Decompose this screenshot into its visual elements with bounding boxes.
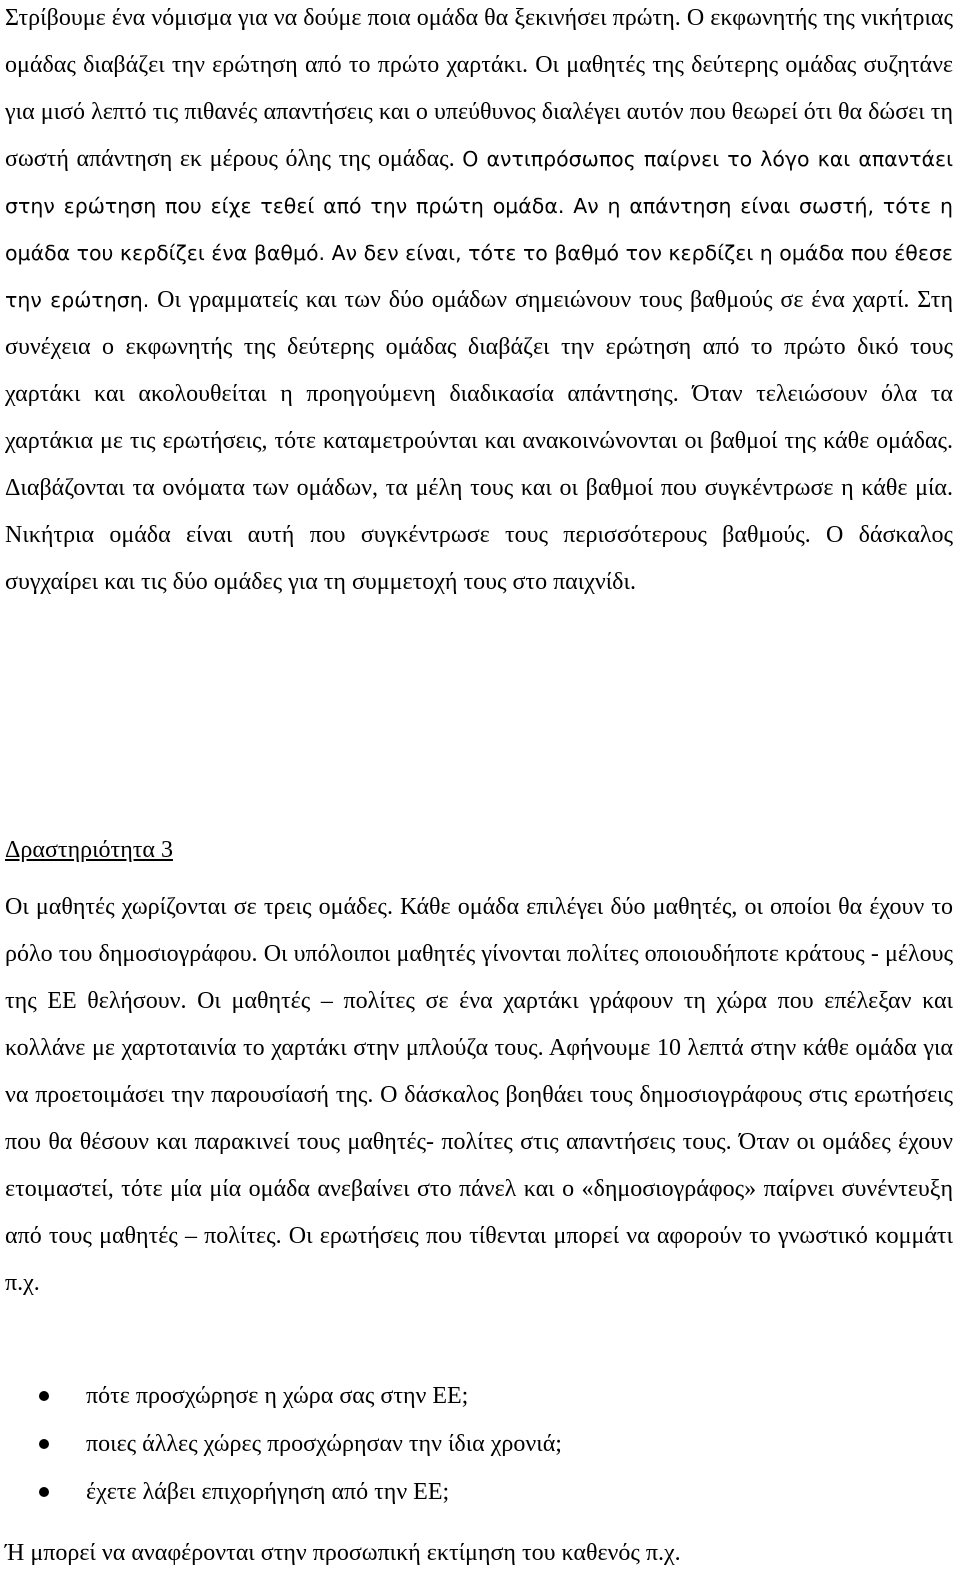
paragraph-activity-3: Οι μαθητές χωρίζονται σε τρεις ομάδες. Κάθε ομάδα επιλέγει δύο μαθητές, οι οποίοι θα έχουν το ρόλο του δημοσιογράφου. Οι υπόλοιποι μαθητές γίνονται πολίτες οποιουδήποτε κράτους - μέλους της ΕΕ θελήσουν. Οι μαθητές – πολίτες σε ένα χαρτάκι γράφουν τη χώρα που επέλεξαν και κολλάνε με χαρτοταινία το χαρτάκι στην μπλούζα τους. Αφήνουμε 10 λεπτά στην κάθε ομάδα για να προετοιμάσει την παρουσίασή της. Ο δάσκαλος βοηθάει τους δημοσιογράφους στις ερωτήσεις που θα θέσουν και παρακινεί τους μαθητές- πολίτες στις απαντήσεις τους. Όταν οι ομάδες έχουν ετοιμαστεί, τότε μία μία ομάδα ανεβαίνει στο πάνελ και ο «δημοσιογράφος» παίρνει συνέντευξη από τους μαθητές – πολίτες. Οι ερωτήσεις που τίθενται μπορεί να αφορούν το γνωστικό κομμάτι π.χ. <box>5 894 953 1296</box>
list-item-text: έχετε λάβει επιχορήγηση από την ΕΕ; <box>86 1479 450 1505</box>
paragraph-game-rules-part2: Ο αντιπρόσωπος παίρνει το λόγο και απαντάει στην ερώτηση που είχε τεθεί από την πρώτη ομάδα. Αν η απάντηση είναι σωστή, τότε η ομάδα του κερδίζει ένα βαθμό. Αν δεν είναι, τότε το βαθμό τον κερδίζει η ομάδα που έθεσε την ερώτηση. <box>5 147 954 312</box>
bullet-icon <box>39 1439 49 1449</box>
list-item <box>5 1420 953 1468</box>
activity-heading: Δραστηριότητα 3 <box>5 837 173 863</box>
paragraph-game-rules-part3: Οι γραμματείς και των δύο ομάδων σημειώνουν τους βαθμούς σε ένα χαρτί. Στη συνέχεια ο εκφωνητής της δεύτερης ομάδας διαβάζει την ερώτηση από το πρώτο δικό τους χαρτάκι και ακολουθείται η προηγούμενη διαδικασία απάντησης. Όταν τελειώσουν όλα τα χαρτάκια με τις ερωτήσεις, τότε καταμετρούνται και ανακοινώνονται οι βαθμοί της κάθε ομάδας. Διαβάζονται τα ονόματα των ομάδων, τα μέλη τους και οι βαθμοί που συγκέντρωσε η κάθε μία. Νικήτρια ομάδα είναι αυτή που συγκέντρωσε τους περισσότερους βαθμούς. Ο δάσκαλος συγχαίρει και τις δύο ομάδες για τη συμμετοχή τους στο παιχνίδι. <box>5 287 953 595</box>
paragraph-personal-assessment: Ή μπορεί να αναφέρονται στην προσωπική εκτίμηση του καθενός π.χ. <box>5 1540 681 1566</box>
list-item-text: πότε προσχώρησε η χώρα σας στην ΕΕ; <box>86 1383 469 1409</box>
paragraph-game-rules <box>5 0 953 606</box>
list-item <box>5 1372 953 1420</box>
bullet-icon <box>39 1487 49 1497</box>
question-bullet-list <box>5 1372 953 1516</box>
paragraph-game-rules-part1: Στρίβουμε ένα νόμισμα για να δούμε ποια ομάδα θα ξεκινήσει πρώτη. Ο εκφωνητής της νικήτριας ομάδας διαβάζει την ερώτηση από το πρώτο χαρτάκι. Οι μαθητές της δεύτερης ομάδας συζητάνε για μισό λεπτό τις πιθανές απαντήσεις και ο υπεύθυνος διαλέγει αυτόν που θεωρεί ότι θα δώσει τη σωστή απάντηση εκ μέρους όλης της ομάδας. <box>5 5 953 172</box>
list-item-text: ποιες άλλες χώρες προσχώρησαν την ίδια χρονιά; <box>86 1431 562 1457</box>
list-item <box>5 1468 953 1516</box>
bullet-icon <box>39 1391 49 1401</box>
